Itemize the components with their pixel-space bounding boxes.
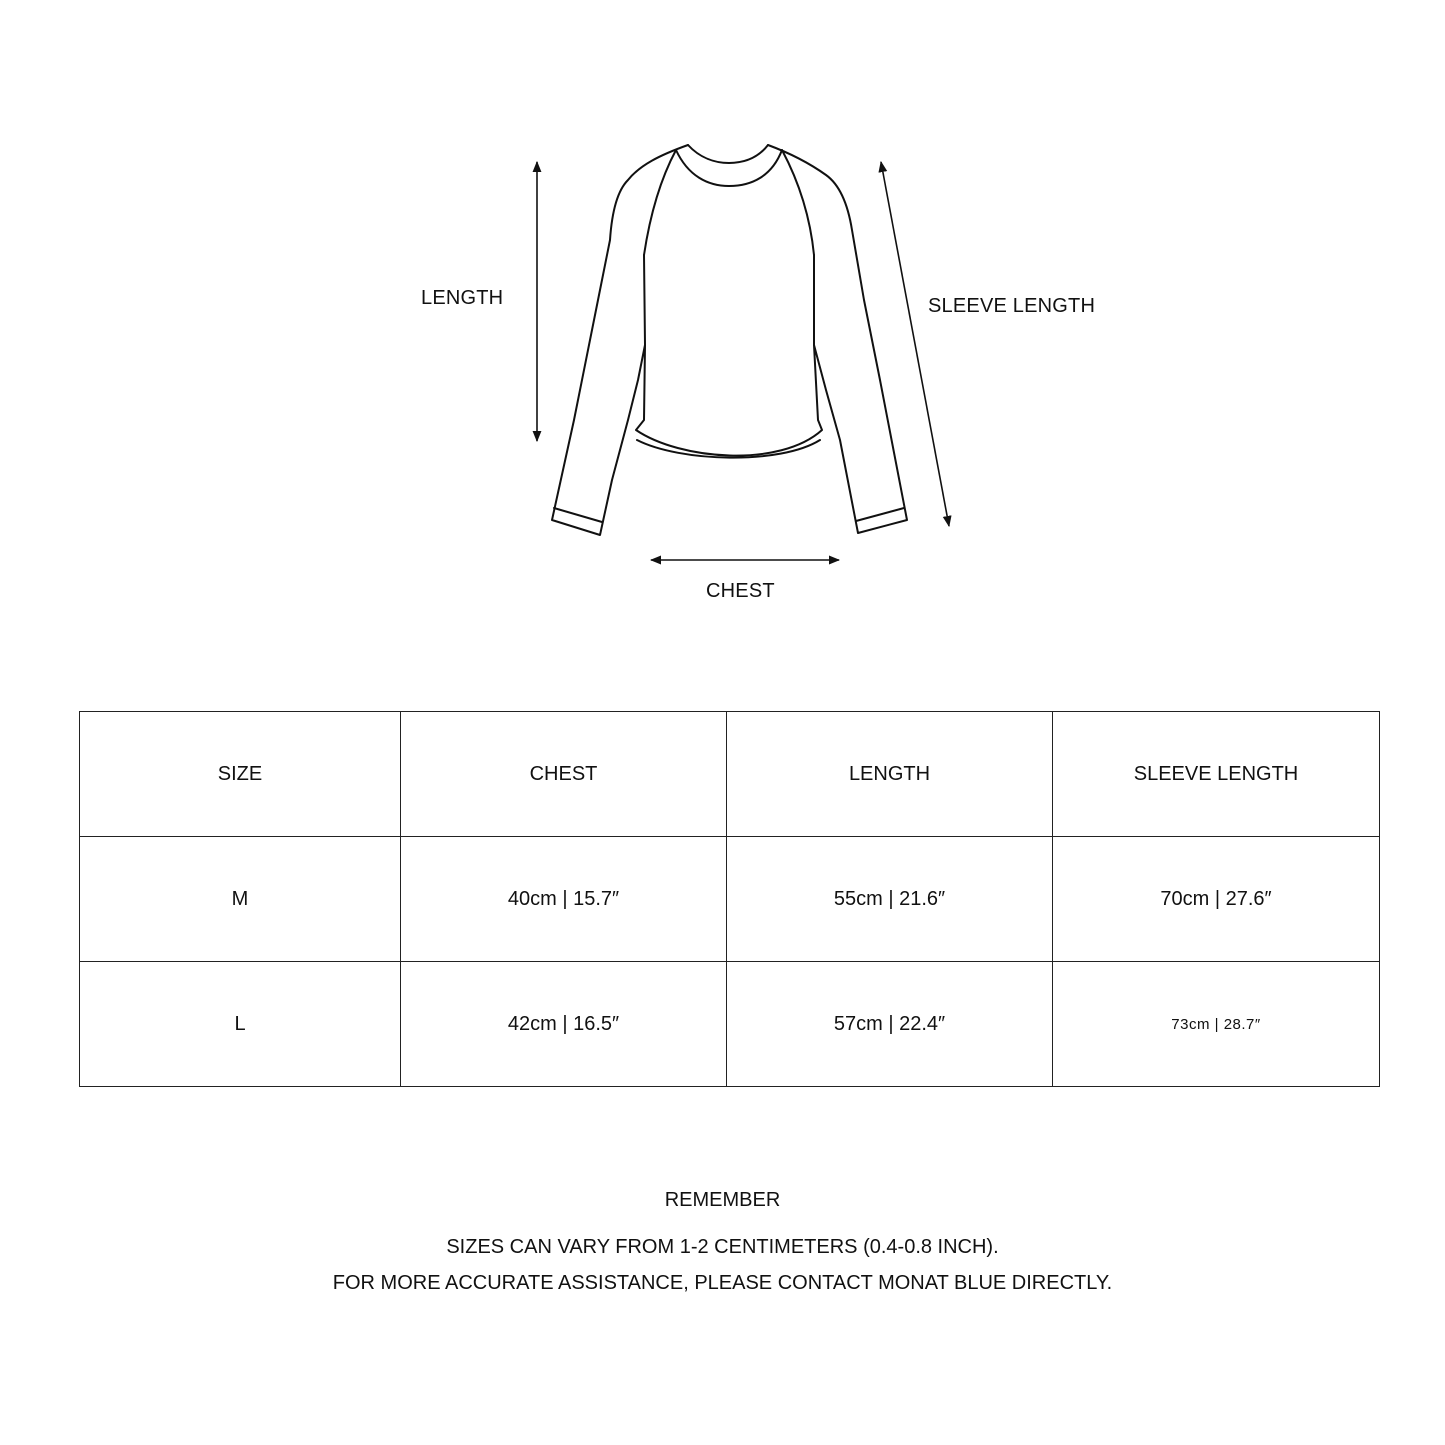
table-row <box>80 837 1380 962</box>
cell-length: 57cm | 22.4″ <box>727 962 1053 1087</box>
sleeve-length-label: SLEEVE LENGTH <box>928 295 1096 317</box>
cuff-left <box>554 508 602 522</box>
length-label: LENGTH <box>421 287 504 309</box>
long-sleeve-shirt-illustration <box>0 0 1445 660</box>
sleeve-length-arrow <box>881 162 949 526</box>
header-length: LENGTH <box>727 712 1053 837</box>
cell-size: M <box>80 837 401 962</box>
collar-inner <box>676 150 782 186</box>
shirt-outline <box>552 145 907 535</box>
garment-diagram <box>0 0 1445 660</box>
cuff-right <box>856 508 904 521</box>
cell-size: L <box>80 962 401 1087</box>
chest-label: CHEST <box>706 580 775 602</box>
remember-line-2: FOR MORE ACCURATE ASSISTANCE, PLEASE CONTACT MONAT BLUE DIRECTLY. <box>332 1272 1113 1294</box>
table-header-row <box>80 712 1380 837</box>
collar <box>688 145 768 163</box>
cell-sleeve-length: 70cm | 27.6″ <box>1053 837 1380 962</box>
header-chest: CHEST <box>401 712 727 837</box>
raglan-seam-left <box>644 150 676 255</box>
cell-sleeve-length: 73cm | 28.7″ <box>1053 962 1380 1087</box>
header-size: SIZE <box>80 712 401 837</box>
cell-chest: 42cm | 16.5″ <box>401 962 727 1087</box>
remember-line-1: SIZES CAN VARY FROM 1-2 CENTIMETERS (0.4-0.8 INCH). <box>446 1236 999 1258</box>
raglan-seam-right <box>782 150 814 255</box>
cell-length: 55cm | 21.6″ <box>727 837 1053 962</box>
size-chart-table <box>79 711 1380 1087</box>
header-sleeve-length: SLEEVE LENGTH <box>1053 712 1380 837</box>
body-side-left <box>644 255 645 345</box>
cell-chest: 40cm | 15.7″ <box>401 837 727 962</box>
remember-title: REMEMBER <box>664 1189 781 1211</box>
table-row <box>80 962 1380 1087</box>
